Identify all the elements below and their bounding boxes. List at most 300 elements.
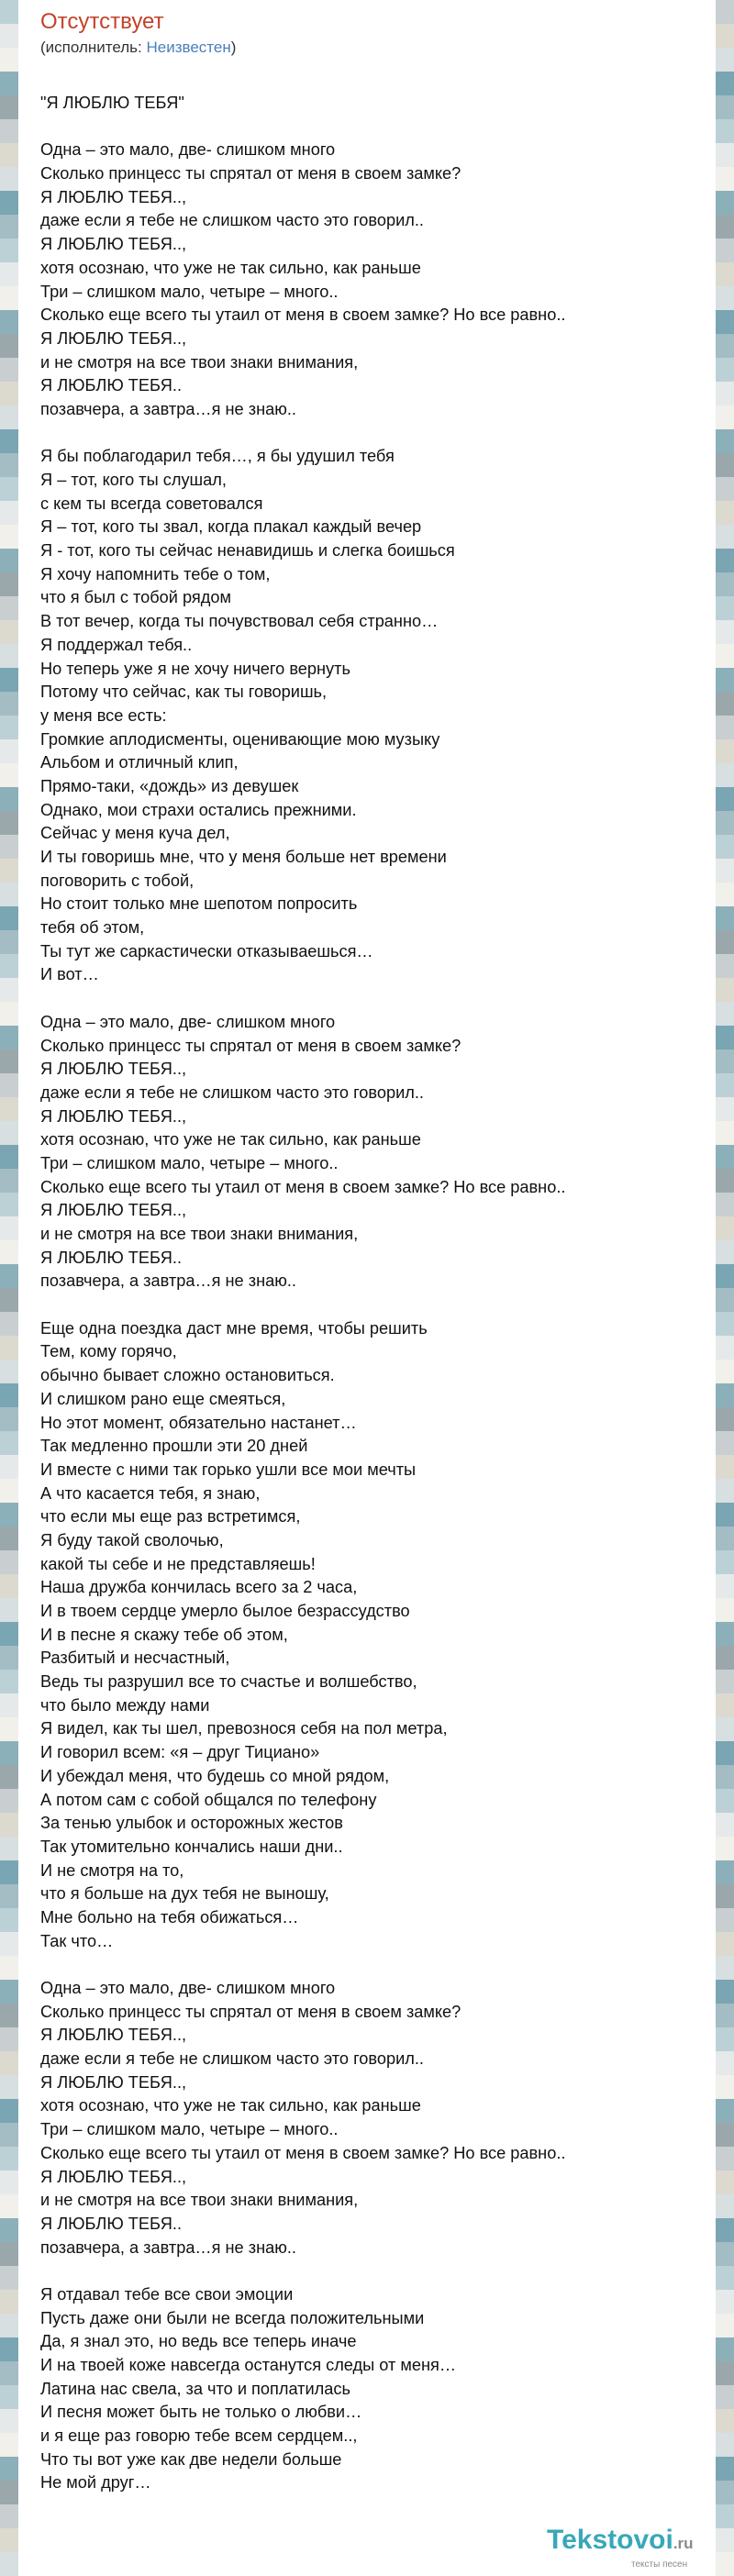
stripe-segment bbox=[716, 1145, 734, 1169]
left-stripe-border bbox=[0, 0, 18, 2576]
stripe-segment bbox=[716, 1789, 734, 1813]
stripe-segment bbox=[716, 2552, 734, 2576]
lyric-line: И говорил всем: «я – друг Тициано» bbox=[40, 1743, 320, 1762]
lyric-line: Я ЛЮБЛЮ ТЕБЯ.., bbox=[40, 328, 187, 348]
lyric-line: Одна – это мало, две- слишком много bbox=[40, 1979, 336, 1997]
stripe-segment bbox=[0, 2314, 18, 2337]
stripe-segment bbox=[716, 1431, 734, 1455]
stripe-segment bbox=[716, 1073, 734, 1097]
stripe-segment bbox=[0, 1860, 18, 1884]
stripe-segment bbox=[0, 1145, 18, 1169]
stanza-gap bbox=[40, 116, 699, 139]
lyric-line: Но теперь уже я не хочу ничего вернуть bbox=[40, 659, 350, 678]
lyric-line: Я ЛЮБЛЮ ТЕБЯ.. bbox=[40, 1248, 183, 1267]
stripe-segment bbox=[716, 859, 734, 883]
lyric-line: Я буду такой сволочью, bbox=[40, 1530, 224, 1549]
stripe-segment bbox=[716, 2027, 734, 2051]
stripe-segment bbox=[0, 1717, 18, 1741]
stripe-segment bbox=[0, 906, 18, 930]
stripe-segment bbox=[716, 978, 734, 1002]
stripe-segment bbox=[716, 429, 734, 453]
stripe-segment bbox=[716, 95, 734, 119]
lyric-line: какой ты себе и не представляешь! bbox=[40, 1554, 316, 1573]
stripe-segment bbox=[0, 310, 18, 334]
stripe-segment bbox=[716, 2123, 734, 2147]
stripe-segment bbox=[0, 1312, 18, 1336]
lyric-line: "Я ЛЮБЛЮ ТЕБЯ" bbox=[40, 94, 184, 112]
stripe-segment bbox=[0, 644, 18, 668]
stripe-segment bbox=[716, 501, 734, 525]
stripe-segment bbox=[716, 2314, 734, 2337]
lyric-line: Латина нас свела, за что и поплатилась bbox=[40, 2379, 350, 2398]
lyric-line: Я – тот, кого ты слушал, bbox=[40, 471, 227, 489]
stripe-segment bbox=[716, 1049, 734, 1073]
song-title: Отсутствует bbox=[40, 9, 164, 34]
stripe-segment bbox=[716, 906, 734, 930]
stripe-segment bbox=[716, 1741, 734, 1765]
stripe-segment bbox=[0, 2194, 18, 2218]
lyric-line: И ты говоришь мне, что у меня больше нет времени bbox=[40, 848, 447, 866]
lyric-line: Я ЛЮБЛЮ ТЕБЯ.., bbox=[40, 2026, 187, 2045]
stripe-segment bbox=[716, 596, 734, 620]
lyric-line: Так утомительно кончались наши дни.. bbox=[40, 1837, 343, 1856]
stripe-segment bbox=[716, 525, 734, 549]
stripe-segment bbox=[716, 215, 734, 239]
stripe-segment bbox=[0, 1980, 18, 2004]
stripe-segment bbox=[716, 1169, 734, 1193]
lyric-line: Альбом и отличный клип, bbox=[40, 753, 239, 772]
logo-tagline: тексты песен bbox=[631, 2559, 688, 2570]
stripe-segment bbox=[716, 1837, 734, 1860]
stripe-segment bbox=[0, 2004, 18, 2027]
stripe-segment bbox=[0, 1789, 18, 1813]
lyric-line: тебя об этом, bbox=[40, 918, 145, 938]
lyric-line: И вместе с ними так горько ушли все мои мечты bbox=[40, 1460, 417, 1479]
stripe-segment bbox=[716, 1455, 734, 1479]
stripe-segment bbox=[716, 1598, 734, 1622]
stripe-segment bbox=[0, 2481, 18, 2504]
stripe-segment bbox=[0, 1216, 18, 1240]
stripe-segment bbox=[0, 1908, 18, 1932]
lyric-line: Не мой друг… bbox=[40, 2473, 151, 2493]
lyric-line: даже если я тебе не слишком часто это говорил.. bbox=[40, 211, 424, 230]
stripe-segment bbox=[716, 453, 734, 477]
stripe-segment bbox=[716, 572, 734, 596]
stripe-segment bbox=[0, 286, 18, 310]
stripe-segment bbox=[0, 739, 18, 763]
stripe-segment bbox=[716, 1002, 734, 1026]
stripe-segment bbox=[716, 739, 734, 763]
stripe-segment bbox=[716, 286, 734, 310]
lyric-line: Я поддержал тебя.. bbox=[40, 635, 193, 654]
stripe-segment bbox=[716, 119, 734, 143]
lyric-line: хотя осознаю, что уже не так сильно, как раньше bbox=[40, 2096, 421, 2115]
lyrics-text bbox=[40, 92, 699, 2495]
stripe-segment bbox=[0, 429, 18, 453]
stripe-segment bbox=[716, 1193, 734, 1216]
stripe-segment bbox=[0, 1264, 18, 1288]
stripe-segment bbox=[716, 716, 734, 739]
lyric-line: Но стоит только мне шепотом попросить bbox=[40, 894, 358, 914]
stripe-segment bbox=[716, 239, 734, 262]
lyric-line: Еще одна поездка даст мне время, чтобы решить bbox=[40, 1318, 428, 1338]
stripe-segment bbox=[0, 1336, 18, 1360]
stripe-segment bbox=[716, 1383, 734, 1407]
stripe-segment bbox=[0, 2027, 18, 2051]
stripe-segment bbox=[0, 1169, 18, 1193]
stripe-segment bbox=[716, 811, 734, 835]
stripe-segment bbox=[716, 1717, 734, 1741]
stanza-gap bbox=[40, 1953, 699, 1977]
stripe-segment bbox=[716, 1980, 734, 2004]
stripe-segment bbox=[716, 1550, 734, 1574]
stripe-segment bbox=[716, 143, 734, 167]
stripe-segment bbox=[0, 811, 18, 835]
lyric-line: даже если я тебе не слишком часто это говорил.. bbox=[40, 2049, 424, 2069]
stripe-segment bbox=[0, 1479, 18, 1503]
stripe-segment bbox=[0, 2051, 18, 2075]
stripe-segment bbox=[716, 2194, 734, 2218]
stripe-segment bbox=[0, 2361, 18, 2385]
lyric-line: Одна – это мало, две- слишком много bbox=[40, 140, 336, 160]
stripe-segment bbox=[716, 310, 734, 334]
stripe-segment bbox=[0, 72, 18, 95]
lyric-line: позавчера, а завтра…я не знаю.. bbox=[40, 1271, 296, 1291]
stripe-segment bbox=[0, 2171, 18, 2194]
lyric-line: Я ЛЮБЛЮ ТЕБЯ.., bbox=[40, 1106, 187, 1126]
stripe-segment bbox=[716, 477, 734, 501]
lyric-line: Я хочу напомнить тебе о том, bbox=[40, 564, 271, 583]
stripe-segment bbox=[0, 1574, 18, 1598]
stripe-segment bbox=[716, 1407, 734, 1431]
lyric-line: Пусть даже они были не всегда положительными bbox=[40, 2308, 425, 2327]
stanza-gap bbox=[40, 2260, 699, 2283]
lyric-line: Я бы поблагодарил тебя…, я бы удушил тебя bbox=[40, 447, 395, 466]
lyric-line: и не смотря на все твои знаки внимания, bbox=[40, 1225, 359, 1243]
lyric-line: Сколько принцесс ты спрятал от меня в своем замке? bbox=[40, 2002, 462, 2021]
stripe-segment bbox=[0, 549, 18, 572]
stripe-segment bbox=[716, 1574, 734, 1598]
lyric-line: Но этот момент, обязательно настанет… bbox=[40, 1413, 357, 1432]
stripe-segment bbox=[0, 1693, 18, 1717]
stripe-segment bbox=[0, 1622, 18, 1646]
stanza-gap bbox=[40, 987, 699, 1011]
stripe-segment bbox=[716, 620, 734, 644]
stripe-segment bbox=[0, 48, 18, 72]
stripe-segment bbox=[716, 692, 734, 716]
stripe-segment bbox=[716, 2337, 734, 2361]
lyric-line: с кем ты всегда советовался bbox=[40, 494, 263, 513]
lyric-line: и не смотря на все твои знаки внимания, bbox=[40, 2191, 359, 2210]
stripe-segment bbox=[716, 1288, 734, 1312]
stripe-segment bbox=[0, 2457, 18, 2481]
stripe-segment bbox=[716, 549, 734, 572]
lyric-line: Я отдавал тебе все свои эмоции bbox=[40, 2284, 294, 2304]
lyric-line: Разбитый и несчастный, bbox=[40, 1649, 230, 1668]
lyric-line: И убеждал меня, что будешь со мной рядом, bbox=[40, 1766, 390, 1785]
lyric-line: Я – тот, кого ты звал, когда плакал каждый вечер bbox=[40, 517, 422, 537]
stripe-segment bbox=[0, 668, 18, 692]
stripe-segment bbox=[716, 1813, 734, 1837]
stripe-segment bbox=[0, 119, 18, 143]
stripe-segment bbox=[0, 2433, 18, 2457]
lyric-line: Громкие аплодисменты, оценивающие мою музыку bbox=[40, 729, 440, 749]
stripe-segment bbox=[0, 2552, 18, 2576]
stripe-segment bbox=[716, 930, 734, 954]
stripe-segment bbox=[716, 2242, 734, 2266]
stripe-segment bbox=[0, 24, 18, 48]
stripe-segment bbox=[0, 1646, 18, 1670]
stripe-segment bbox=[716, 835, 734, 859]
lyric-line: А потом сам с собой общался по телефону bbox=[40, 1790, 377, 1809]
lyric-line: Я видел, как ты шел, превознося себя на пол метра, bbox=[40, 1719, 448, 1738]
stripe-segment bbox=[0, 334, 18, 358]
stripe-segment bbox=[0, 2242, 18, 2266]
stripe-segment bbox=[0, 191, 18, 215]
stripe-segment bbox=[0, 167, 18, 191]
artist-link[interactable]: Неизвестен bbox=[146, 39, 231, 56]
lyric-line: и я еще раз говорю тебе всем сердцем.., bbox=[40, 2426, 358, 2446]
stripe-segment bbox=[716, 1956, 734, 1980]
lyric-line: И в твоем сердце умерло былое безрассудство bbox=[40, 1602, 410, 1620]
stripe-segment bbox=[0, 1097, 18, 1121]
stripe-segment bbox=[0, 405, 18, 429]
stripe-segment bbox=[0, 1240, 18, 1264]
stripe-segment bbox=[716, 1884, 734, 1908]
lyric-line: у меня все есть: bbox=[40, 705, 167, 725]
lyric-line: Я ЛЮБЛЮ ТЕБЯ.., bbox=[40, 1060, 187, 1079]
lyric-line: Я ЛЮБЛЮ ТЕБЯ.., bbox=[40, 187, 187, 206]
lyric-line: В тот вечер, когда ты почувствовал себя странно… bbox=[40, 612, 439, 631]
stripe-segment bbox=[0, 453, 18, 477]
stripe-segment bbox=[0, 382, 18, 405]
stripe-segment bbox=[0, 239, 18, 262]
stanza-gap bbox=[40, 1294, 699, 1317]
lyric-line: Ведь ты разрушил все то счастье и волшебство, bbox=[40, 1672, 417, 1692]
stripe-segment bbox=[716, 668, 734, 692]
stripe-segment bbox=[0, 1049, 18, 1073]
logo-tld: .ru bbox=[673, 2535, 694, 2552]
stripe-segment bbox=[0, 2504, 18, 2528]
lyric-line: и не смотря на все твои знаки внимания, bbox=[40, 352, 359, 372]
stripe-segment bbox=[716, 1336, 734, 1360]
stripe-segment bbox=[716, 1026, 734, 1049]
stripe-segment bbox=[716, 2218, 734, 2242]
stripe-segment bbox=[716, 787, 734, 811]
stripe-segment bbox=[716, 24, 734, 48]
stripe-segment bbox=[0, 2218, 18, 2242]
stripe-segment bbox=[0, 477, 18, 501]
stripe-segment bbox=[0, 1288, 18, 1312]
stripe-segment bbox=[0, 2528, 18, 2552]
stripe-segment bbox=[0, 2266, 18, 2290]
stripe-segment bbox=[716, 1360, 734, 1383]
lyric-line: Так медленно прошли эти 20 дней bbox=[40, 1437, 308, 1456]
stripe-segment bbox=[0, 1121, 18, 1145]
stripe-segment bbox=[0, 954, 18, 978]
lyric-line: И песня может быть не только о любви… bbox=[40, 2403, 362, 2422]
stripe-segment bbox=[0, 763, 18, 787]
stripe-segment bbox=[0, 2409, 18, 2433]
lyric-line: что я больше на дух тебя не выношу, bbox=[40, 1884, 329, 1904]
stripe-segment bbox=[716, 1312, 734, 1336]
stripe-segment bbox=[716, 763, 734, 787]
lyric-line: И слишком рано еще смеяться, bbox=[40, 1389, 286, 1408]
stripe-segment bbox=[0, 1670, 18, 1693]
lyric-line: Три – слишком мало, четыре – много.. bbox=[40, 1153, 339, 1172]
stripe-segment bbox=[0, 883, 18, 906]
stripe-segment bbox=[716, 1622, 734, 1646]
stripe-segment bbox=[0, 716, 18, 739]
lyric-line: Да, я знал это, но ведь все теперь иначе bbox=[40, 2332, 357, 2351]
stripe-segment bbox=[0, 358, 18, 382]
stripe-segment bbox=[716, 2457, 734, 2481]
song-header bbox=[26, 0, 708, 88]
lyric-line: что было между нами bbox=[40, 1695, 210, 1715]
stripe-segment bbox=[0, 525, 18, 549]
stripe-segment bbox=[716, 2385, 734, 2409]
lyric-line: Сколько еще всего ты утаил от меня в своем замке? Но все равно.. bbox=[40, 305, 566, 325]
stripe-segment bbox=[0, 1026, 18, 1049]
stripe-segment bbox=[716, 1097, 734, 1121]
right-stripe-border bbox=[716, 0, 734, 2576]
stripe-segment bbox=[716, 2433, 734, 2457]
lyric-line: поговорить с тобой, bbox=[40, 871, 195, 890]
stripe-segment bbox=[0, 2123, 18, 2147]
stripe-segment bbox=[716, 2099, 734, 2123]
stripe-segment bbox=[0, 2099, 18, 2123]
stripe-segment bbox=[0, 1193, 18, 1216]
stripe-segment bbox=[0, 1765, 18, 1789]
lyric-line: Три – слишком мало, четыре – много.. bbox=[40, 2120, 339, 2139]
stripe-segment bbox=[716, 48, 734, 72]
stripe-segment bbox=[0, 1527, 18, 1550]
lyric-line: Одна – это мало, две- слишком много bbox=[40, 1012, 336, 1031]
lyric-line: позавчера, а завтра…я не знаю.. bbox=[40, 399, 296, 418]
lyrics-page bbox=[26, 0, 708, 2576]
stripe-segment bbox=[0, 1360, 18, 1383]
lyric-line: Я ЛЮБЛЮ ТЕБЯ.., bbox=[40, 2072, 187, 2092]
stripe-segment bbox=[0, 1741, 18, 1765]
stripe-segment bbox=[716, 358, 734, 382]
stripe-segment bbox=[0, 1407, 18, 1431]
stripe-segment bbox=[716, 2266, 734, 2290]
artist-prefix: (исполнитель: bbox=[40, 39, 147, 56]
lyric-line: И в песне я скажу тебе об этом, bbox=[40, 1625, 288, 1644]
stripe-segment bbox=[0, 2290, 18, 2314]
lyric-line: позавчера, а завтра…я не знаю.. bbox=[40, 2237, 296, 2257]
lyric-line: Тем, кому горячо, bbox=[40, 1342, 177, 1361]
lyric-line: хотя осознаю, что уже не так сильно, как раньше bbox=[40, 258, 421, 277]
stripe-segment bbox=[0, 1455, 18, 1479]
stripe-segment bbox=[716, 1860, 734, 1884]
artist-line bbox=[40, 39, 236, 57]
stripe-segment bbox=[716, 405, 734, 429]
stripe-segment bbox=[716, 2171, 734, 2194]
stripe-segment bbox=[716, 2361, 734, 2385]
stripe-segment bbox=[0, 572, 18, 596]
lyric-line: И вот… bbox=[40, 965, 99, 984]
lyric-line: Сколько принцесс ты спрятал от меня в своем замке? bbox=[40, 1036, 462, 1055]
lyric-line: И не смотря на то, bbox=[40, 1860, 184, 1880]
site-logo[interactable] bbox=[547, 2525, 694, 2556]
stripe-segment bbox=[0, 1503, 18, 1527]
lyric-line: Я ЛЮБЛЮ ТЕБЯ.. bbox=[40, 2214, 183, 2233]
lyric-line: Ты тут же саркастически отказываешься… bbox=[40, 941, 373, 960]
stripe-segment bbox=[716, 883, 734, 906]
stripe-segment bbox=[0, 596, 18, 620]
stripe-segment bbox=[716, 644, 734, 668]
stripe-segment bbox=[716, 191, 734, 215]
stripe-segment bbox=[716, 2147, 734, 2171]
stripe-segment bbox=[0, 262, 18, 286]
stripe-segment bbox=[716, 1932, 734, 1956]
lyric-line: За тенью улыбок и осторожных жестов bbox=[40, 1814, 343, 1833]
stripe-segment bbox=[716, 262, 734, 286]
stripe-segment bbox=[0, 1884, 18, 1908]
stripe-segment bbox=[0, 859, 18, 883]
stripe-segment bbox=[0, 1932, 18, 1956]
lyric-line: Что ты вот уже как две недели больше bbox=[40, 2449, 342, 2469]
lyric-line: Сколько принцесс ты спрятал от меня в своем замке? bbox=[40, 164, 462, 183]
lyric-line: Наша дружба кончилась всего за 2 часа, bbox=[40, 1578, 358, 1597]
lyric-line: Я ЛЮБЛЮ ТЕБЯ.., bbox=[40, 2167, 187, 2186]
stripe-segment bbox=[716, 1527, 734, 1550]
stripe-segment bbox=[716, 72, 734, 95]
stripe-segment bbox=[0, 978, 18, 1002]
stripe-segment bbox=[0, 2147, 18, 2171]
lyric-line: хотя осознаю, что уже не так сильно, как раньше bbox=[40, 1130, 421, 1149]
stripe-segment bbox=[0, 1383, 18, 1407]
stripe-segment bbox=[716, 0, 734, 24]
stripe-segment bbox=[0, 501, 18, 525]
stripe-segment bbox=[0, 930, 18, 954]
stripe-segment bbox=[716, 2051, 734, 2075]
stripe-segment bbox=[0, 692, 18, 716]
stripe-segment bbox=[0, 2075, 18, 2099]
lyric-line: Сколько еще всего ты утаил от меня в своем замке? Но все равно.. bbox=[40, 1177, 566, 1196]
stripe-segment bbox=[716, 1240, 734, 1264]
stripe-segment bbox=[716, 1646, 734, 1670]
stripe-segment bbox=[716, 1765, 734, 1789]
stripe-segment bbox=[716, 1216, 734, 1240]
stripe-segment bbox=[0, 1956, 18, 1980]
stripe-segment bbox=[716, 2504, 734, 2528]
lyric-line: что если мы еще раз встретимся, bbox=[40, 1507, 301, 1527]
stripe-segment bbox=[716, 1121, 734, 1145]
lyric-line: Три – слишком мало, четыре – много.. bbox=[40, 282, 339, 301]
lyric-line: Я - тот, кого ты сейчас ненавидишь и слегка боишься bbox=[40, 541, 455, 561]
lyric-line: Прямо-таки, «дождь» из девушек bbox=[40, 776, 299, 795]
stripe-segment bbox=[716, 2528, 734, 2552]
stripe-segment bbox=[0, 835, 18, 859]
stripe-segment bbox=[0, 1837, 18, 1860]
stripe-segment bbox=[0, 620, 18, 644]
lyric-line: Я ЛЮБЛЮ ТЕБЯ.. bbox=[40, 376, 183, 395]
stanza-gap bbox=[40, 422, 699, 446]
lyric-line: обычно бывает сложно остановиться. bbox=[40, 1366, 335, 1385]
stripe-segment bbox=[0, 2337, 18, 2361]
lyric-line: Мне больно на тебя обижаться… bbox=[40, 1907, 299, 1926]
stripe-segment bbox=[716, 1264, 734, 1288]
stripe-segment bbox=[716, 1503, 734, 1527]
lyric-line: Сколько еще всего ты утаил от меня в своем замке? Но все равно.. bbox=[40, 2143, 566, 2162]
stripe-segment bbox=[0, 2385, 18, 2409]
stripe-segment bbox=[0, 0, 18, 24]
stripe-segment bbox=[0, 1813, 18, 1837]
lyric-line: И на твоей коже навсегда останутся следы от меня… bbox=[40, 2356, 457, 2374]
stripe-segment bbox=[0, 143, 18, 167]
